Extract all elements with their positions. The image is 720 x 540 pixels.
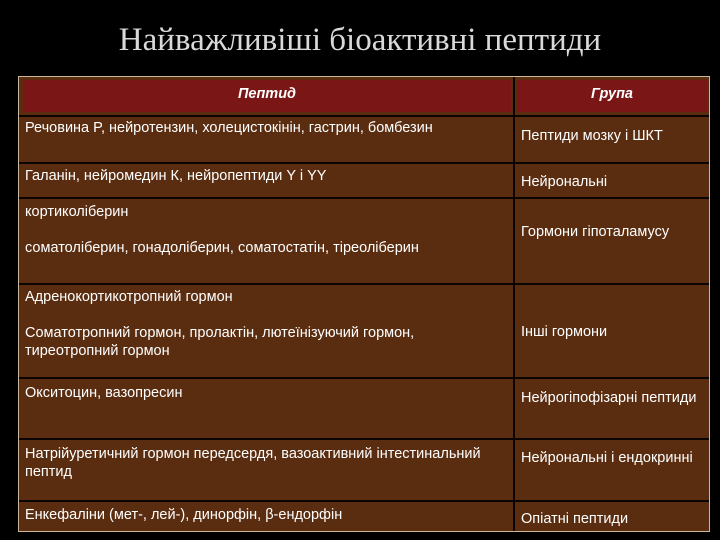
table-cell-peptide: Окситоцин, вазопресин [25,385,183,401]
table-cell-group: Пептиди мозку і ШКТ [521,128,663,144]
table-cell-peptide: соматоліберин, гонадоліберин, соматостатін, тіреоліберин [25,240,419,256]
row-divider [19,283,709,285]
table-cell-peptide: Енкефаліни (мет-, лей-), динорфін, β-ендорфін [25,507,343,523]
row-divider [19,197,709,199]
table-cell-group: Інші гормони [521,324,608,340]
table-cell-group: Нейрогіпофізарні пептиди [521,390,697,406]
table-cell-peptide: Соматотропний гормон, пролактін, лютеїнізуючий гормон, тиреотропний гормон [25,325,415,359]
table-cell-group: Нейрональні [521,174,608,190]
row-divider [19,438,709,440]
row-divider [19,115,709,117]
table-cell-peptide: Адренокортикотропний гормон [25,289,233,305]
peptides-table [18,76,710,532]
row-divider [19,500,709,502]
row-divider [19,162,709,164]
header-peptide: Пептид [23,80,511,112]
table-cell-peptide: Натрійуретичний гормон передсердя, вазоактивний інтестинальний пептид [25,446,481,480]
table-cell-peptide: Речовина P, нейротензин, холецистокінін, гастрин, бомбезин [25,120,433,136]
table-cell-peptide: кортиколіберин [25,204,129,220]
row-divider [19,377,709,379]
table-cell-group: Гормони гіпоталамусу [521,224,670,240]
table-cell-group: Опіатні пептиди [521,511,629,527]
page-title: Найважливіші біоактивні пептиди [118,22,602,58]
table-cell-peptide: Галанін, нейромедин К, нейропептиди Y і YY [25,168,327,184]
table-cell-group: Нейрональні і ендокринні [521,450,693,466]
header-group: Група [517,80,707,112]
column-divider [513,77,515,531]
